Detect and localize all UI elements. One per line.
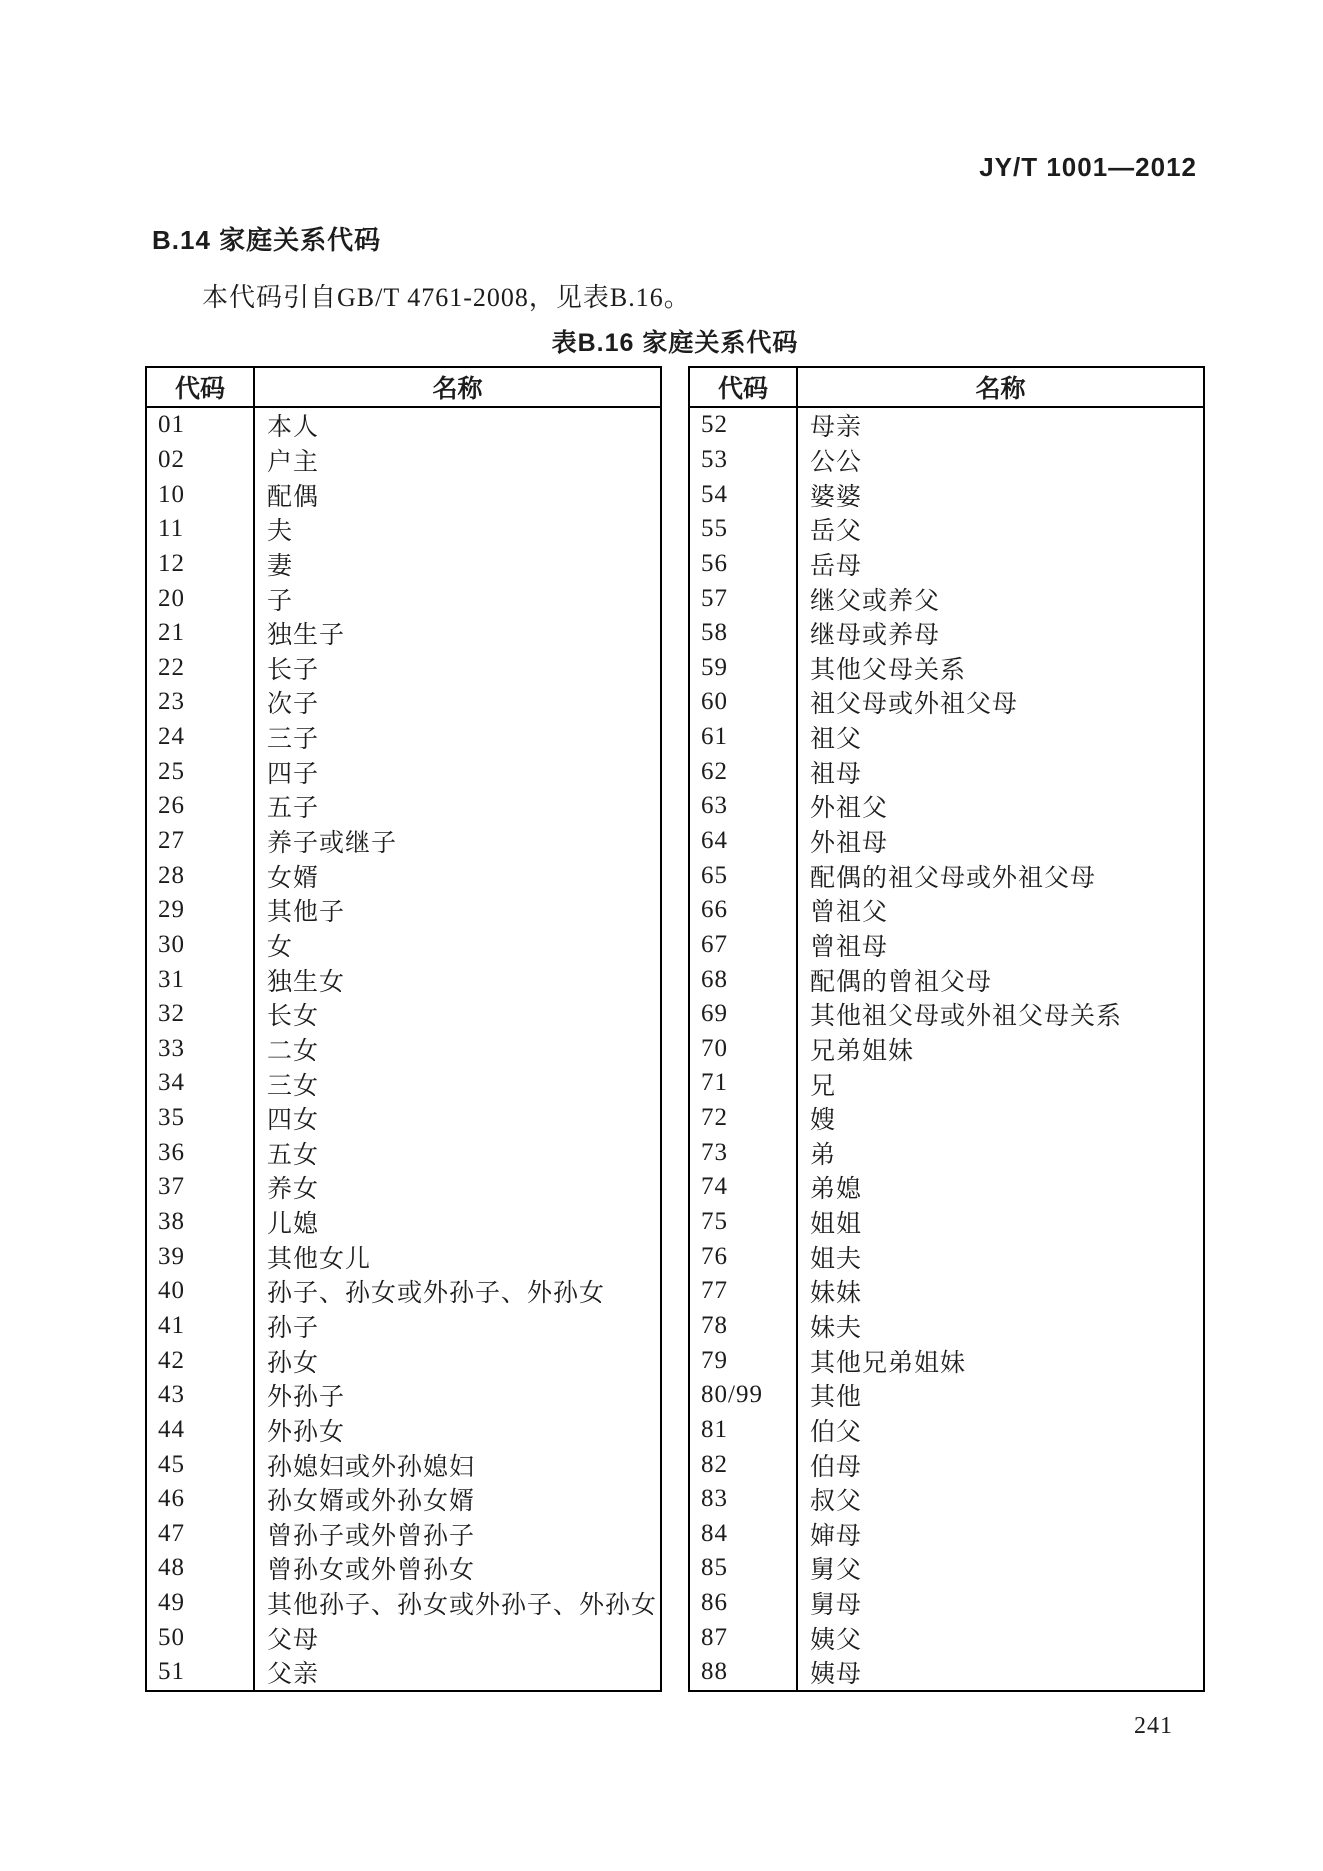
code-cell: 20 — [147, 581, 255, 616]
table-row — [690, 997, 1203, 1032]
name-cell: 继父或养父 — [810, 587, 941, 615]
code-cell: 58 — [690, 616, 798, 651]
code-cell: 72 — [690, 1101, 798, 1136]
code-cell: 74 — [690, 1170, 798, 1205]
name-cell: 外祖父 — [810, 795, 889, 823]
table-row — [690, 928, 1203, 963]
code-cell: 25 — [147, 754, 255, 789]
table-row — [147, 1551, 660, 1586]
table-row — [147, 720, 660, 755]
table-row — [147, 1447, 660, 1482]
table-row — [147, 581, 660, 616]
code-cell: 83 — [690, 1482, 798, 1517]
name-cell: 叔父 — [810, 1488, 863, 1516]
table-row — [147, 1309, 660, 1344]
name-cell: 独生女 — [267, 968, 346, 996]
name-cell: 公公 — [810, 448, 863, 476]
table-row — [690, 1239, 1203, 1274]
code-cell: 81 — [690, 1413, 798, 1448]
code-cell: 44 — [147, 1413, 255, 1448]
table-row — [690, 754, 1203, 789]
code-cell: 70 — [690, 1032, 798, 1067]
name-cell: 兄 — [810, 1072, 837, 1100]
name-cell: 外孙女 — [267, 1418, 346, 1446]
code-cell: 51 — [147, 1655, 255, 1690]
table-row — [690, 685, 1203, 720]
name-cell: 养子或继子 — [267, 830, 398, 858]
table-row — [147, 893, 660, 928]
name-cell: 其他女儿 — [267, 1245, 372, 1273]
code-cell: 39 — [147, 1239, 255, 1274]
name-cell: 舅母 — [810, 1592, 863, 1620]
code-cell: 55 — [690, 512, 798, 547]
code-cell: 31 — [147, 962, 255, 997]
table-row — [147, 1066, 660, 1101]
table-row — [147, 1032, 660, 1067]
name-cell: 儿媳 — [267, 1211, 320, 1239]
standard-number-header: JY/T 1001—2012 — [979, 152, 1197, 182]
name-cell: 孙女 — [267, 1349, 320, 1377]
name-cell: 四子 — [267, 760, 320, 788]
code-cell: 24 — [147, 720, 255, 755]
name-cell: 夫 — [267, 518, 294, 546]
code-cell: 77 — [690, 1274, 798, 1309]
name-cell: 五子 — [267, 795, 320, 823]
table-row — [147, 408, 660, 443]
table-row — [147, 547, 660, 582]
table-row — [147, 1170, 660, 1205]
table-row — [147, 1101, 660, 1136]
name-cell: 独生子 — [267, 622, 346, 650]
table-row — [147, 685, 660, 720]
table-row — [690, 1517, 1203, 1552]
column-header-name: 名称 — [432, 375, 483, 403]
name-cell: 岳父 — [810, 518, 863, 546]
code-cell: 42 — [147, 1343, 255, 1378]
code-cell: 26 — [147, 789, 255, 824]
name-cell: 三子 — [267, 726, 320, 754]
table-row — [147, 1482, 660, 1517]
name-cell: 其他祖父母或外祖父母关系 — [810, 1003, 1123, 1031]
code-cell: 84 — [690, 1517, 798, 1552]
name-cell: 五女 — [267, 1141, 320, 1169]
name-cell: 配偶 — [267, 483, 320, 511]
table-row — [147, 1135, 660, 1170]
name-cell: 姐夫 — [810, 1245, 863, 1273]
code-cell: 11 — [147, 512, 255, 547]
table-row — [147, 1378, 660, 1413]
name-cell: 姐姐 — [810, 1211, 863, 1239]
code-cell: 52 — [690, 408, 798, 443]
table-row — [690, 858, 1203, 893]
name-cell: 曾孙女或外曾孙女 — [267, 1557, 476, 1585]
table-row — [690, 1274, 1203, 1309]
name-cell: 妻 — [267, 552, 294, 580]
code-cell: 59 — [690, 650, 798, 685]
code-cell: 32 — [147, 997, 255, 1032]
name-cell: 长女 — [267, 1003, 320, 1031]
table-row — [147, 1517, 660, 1552]
name-cell: 养女 — [267, 1176, 320, 1204]
table-row — [690, 1586, 1203, 1621]
table-row — [147, 443, 660, 478]
code-cell: 23 — [147, 685, 255, 720]
code-cell: 67 — [690, 928, 798, 963]
table-row — [147, 477, 660, 512]
name-cell: 子 — [267, 587, 294, 615]
table-row — [147, 1655, 660, 1690]
table-header-row — [147, 368, 660, 408]
code-cell: 80/99 — [690, 1378, 798, 1413]
code-cell: 29 — [147, 893, 255, 928]
code-cell: 88 — [690, 1655, 798, 1690]
table-row — [147, 1239, 660, 1274]
code-cell: 46 — [147, 1482, 255, 1517]
table-row — [147, 928, 660, 963]
name-cell: 伯母 — [810, 1453, 863, 1481]
name-cell: 孙子、孙女或外孙子、外孙女 — [267, 1280, 606, 1308]
table-row — [690, 512, 1203, 547]
name-cell: 孙女婿或外孙女婿 — [267, 1488, 476, 1516]
table-row — [690, 1655, 1203, 1690]
code-cell: 82 — [690, 1447, 798, 1482]
code-cell: 60 — [690, 685, 798, 720]
code-cell: 22 — [147, 650, 255, 685]
name-cell: 继母或养母 — [810, 622, 941, 650]
code-cell: 35 — [147, 1101, 255, 1136]
table-row — [690, 1343, 1203, 1378]
code-cell: 71 — [690, 1066, 798, 1101]
table-row — [690, 408, 1203, 443]
name-cell: 曾孙子或外曾孙子 — [267, 1522, 476, 1550]
code-cell: 85 — [690, 1551, 798, 1586]
column-header-code: 代码 — [690, 368, 798, 406]
code-cell: 69 — [690, 997, 798, 1032]
code-cell: 86 — [690, 1586, 798, 1621]
table-row — [147, 1620, 660, 1655]
code-cell: 33 — [147, 1032, 255, 1067]
name-cell: 其他兄弟姐妹 — [810, 1349, 967, 1377]
name-cell: 弟媳 — [810, 1176, 863, 1204]
table-row — [147, 1205, 660, 1240]
name-cell: 四女 — [267, 1107, 320, 1135]
name-cell: 弟 — [810, 1141, 837, 1169]
table-row — [690, 720, 1203, 755]
code-cell: 65 — [690, 858, 798, 893]
name-cell: 婆婆 — [810, 483, 863, 511]
table-row — [690, 789, 1203, 824]
table-title: 表B.16 家庭关系代码 — [551, 329, 799, 357]
name-cell: 姨父 — [810, 1626, 863, 1654]
table-row — [147, 962, 660, 997]
table-row — [690, 1482, 1203, 1517]
table-row — [147, 997, 660, 1032]
name-cell: 父母 — [267, 1626, 320, 1654]
code-cell: 27 — [147, 824, 255, 859]
table-row — [147, 789, 660, 824]
name-cell: 妹夫 — [810, 1314, 863, 1342]
name-cell: 三女 — [267, 1072, 320, 1100]
name-cell: 户主 — [267, 448, 320, 476]
table-row — [690, 1378, 1203, 1413]
table-row — [147, 1343, 660, 1378]
code-cell: 37 — [147, 1170, 255, 1205]
name-cell: 祖父母或外祖父母 — [810, 691, 1019, 719]
table-row — [690, 616, 1203, 651]
table-row — [690, 1135, 1203, 1170]
table-row — [690, 1620, 1203, 1655]
code-cell: 62 — [690, 754, 798, 789]
code-cell: 75 — [690, 1205, 798, 1240]
table-row — [690, 650, 1203, 685]
code-cell: 34 — [147, 1066, 255, 1101]
name-cell: 其他父母关系 — [810, 656, 967, 684]
table-row — [147, 512, 660, 547]
name-cell: 二女 — [267, 1037, 320, 1065]
code-cell: 40 — [147, 1274, 255, 1309]
name-cell: 其他 — [810, 1384, 863, 1412]
table-row — [690, 1170, 1203, 1205]
name-cell: 孙媳妇或外孙媳妇 — [267, 1453, 476, 1481]
code-cell: 43 — [147, 1378, 255, 1413]
table-row — [690, 1066, 1203, 1101]
name-cell: 配偶的曾祖父母 — [810, 968, 993, 996]
codes-table-right — [688, 366, 1205, 1692]
codes-table-left — [145, 366, 662, 1692]
table-row — [147, 650, 660, 685]
name-cell: 伯父 — [810, 1418, 863, 1446]
name-cell: 其他孙子、孙女或外孙子、外孙女 — [267, 1592, 658, 1620]
name-cell: 曾祖母 — [810, 933, 889, 961]
code-cell: 61 — [690, 720, 798, 755]
code-cell: 76 — [690, 1239, 798, 1274]
code-cell: 41 — [147, 1309, 255, 1344]
table-row — [690, 1447, 1203, 1482]
table-row — [690, 1309, 1203, 1344]
table-row — [147, 1413, 660, 1448]
table-row — [147, 754, 660, 789]
code-cell: 49 — [147, 1586, 255, 1621]
table-row — [690, 477, 1203, 512]
code-cell: 30 — [147, 928, 255, 963]
column-header-code: 代码 — [147, 368, 255, 406]
code-cell: 68 — [690, 962, 798, 997]
name-cell: 孙子 — [267, 1314, 320, 1342]
table-row — [690, 1551, 1203, 1586]
code-cell: 64 — [690, 824, 798, 859]
name-cell: 妹妹 — [810, 1280, 863, 1308]
code-cell: 54 — [690, 477, 798, 512]
name-cell: 母亲 — [810, 414, 863, 442]
table-body-right — [690, 408, 1203, 1690]
table-row — [690, 581, 1203, 616]
name-cell: 婶母 — [810, 1522, 863, 1550]
name-cell: 舅父 — [810, 1557, 863, 1585]
table-row — [147, 858, 660, 893]
table-row — [690, 893, 1203, 928]
name-cell: 长子 — [267, 656, 320, 684]
code-cell: 21 — [147, 616, 255, 651]
table-row — [690, 1413, 1203, 1448]
code-cell: 78 — [690, 1309, 798, 1344]
table-row — [690, 547, 1203, 582]
intro-paragraph: 本代码引自GB/T 4761-2008，见表B.16。 — [202, 283, 691, 312]
name-cell: 祖母 — [810, 760, 863, 788]
code-cell: 66 — [690, 893, 798, 928]
code-cell: 79 — [690, 1343, 798, 1378]
code-cell: 56 — [690, 547, 798, 582]
code-cell: 47 — [147, 1517, 255, 1552]
table-row — [690, 1032, 1203, 1067]
name-cell: 本人 — [267, 414, 320, 442]
code-cell: 38 — [147, 1205, 255, 1240]
code-cell: 28 — [147, 858, 255, 893]
name-cell: 兄弟姐妹 — [810, 1037, 915, 1065]
code-cell: 45 — [147, 1447, 255, 1482]
name-cell: 外孙子 — [267, 1384, 346, 1412]
code-cell: 48 — [147, 1551, 255, 1586]
code-cell: 57 — [690, 581, 798, 616]
table-row — [690, 443, 1203, 478]
table-row — [147, 616, 660, 651]
name-cell: 女 — [267, 933, 294, 961]
name-cell: 父亲 — [267, 1661, 320, 1689]
code-cell: 36 — [147, 1135, 255, 1170]
table-row — [690, 962, 1203, 997]
code-cell: 50 — [147, 1620, 255, 1655]
tables-container — [145, 366, 1205, 1692]
page-number: 241 — [1134, 1713, 1173, 1739]
code-cell: 12 — [147, 547, 255, 582]
name-cell: 女婿 — [267, 864, 320, 892]
name-cell: 岳母 — [810, 552, 863, 580]
table-row — [147, 824, 660, 859]
name-cell: 曾祖父 — [810, 899, 889, 927]
column-header-name: 名称 — [975, 375, 1026, 403]
table-row — [147, 1586, 660, 1621]
name-cell: 嫂 — [810, 1107, 837, 1135]
name-cell: 姨母 — [810, 1661, 863, 1689]
code-cell: 10 — [147, 477, 255, 512]
name-cell: 其他子 — [267, 899, 346, 927]
table-body-left — [147, 408, 660, 1690]
code-cell: 63 — [690, 789, 798, 824]
table-row — [147, 1274, 660, 1309]
section-heading: B.14 家庭关系代码 — [152, 225, 382, 255]
name-cell: 外祖母 — [810, 830, 889, 858]
name-cell: 次子 — [267, 691, 320, 719]
code-cell: 02 — [147, 443, 255, 478]
code-cell: 73 — [690, 1135, 798, 1170]
name-cell: 祖父 — [810, 726, 863, 754]
name-cell: 配偶的祖父母或外祖父母 — [810, 864, 1097, 892]
code-cell: 01 — [147, 408, 255, 443]
table-header-row — [690, 368, 1203, 408]
table-row — [690, 1101, 1203, 1136]
code-cell: 53 — [690, 443, 798, 478]
code-cell: 87 — [690, 1620, 798, 1655]
table-row — [690, 1205, 1203, 1240]
table-row — [690, 824, 1203, 859]
